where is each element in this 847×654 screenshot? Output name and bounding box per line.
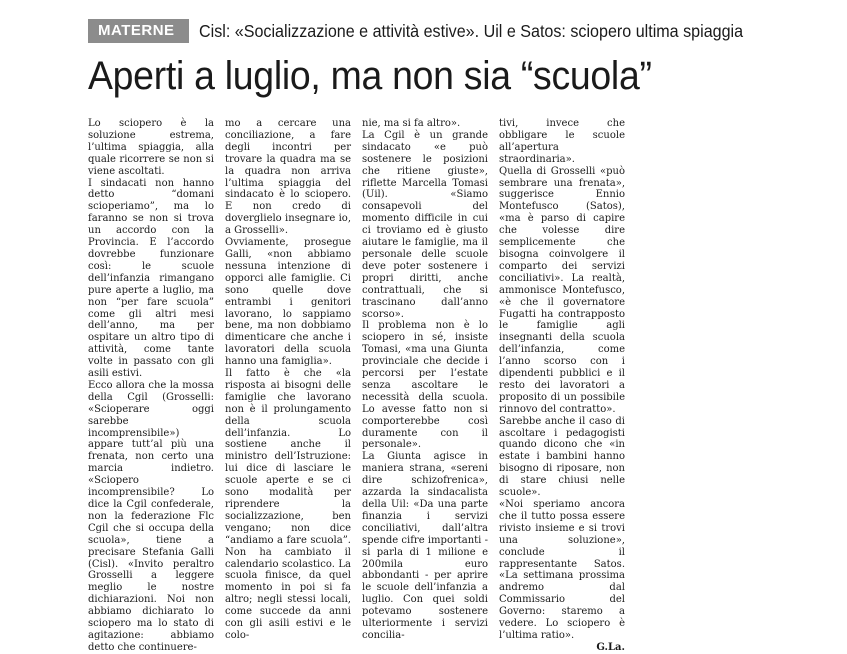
paragraph: Lo sciopero è la soluzione estrema, l’ultima spiaggia, alla quale ricorrere se non si viene ascoltati. [88,118,214,177]
author-signature: G.La. [596,641,625,653]
paragraph: I sindacati non hanno detto “domani scioperiamo”, ma lo faranno se non si trova un accordo con la Provincia. E l’accordo dovrebbe funzionare così: le scuole dell’infanzia rimangano pure aperte a luglio, ma non “per fare scuola” come gli altri mesi dell’anno, ma per ospitare un altro tipo di attività, come tante volte in passato con gli asili estivi. [88,177,214,380]
paragraph: tivi, invece che obbligare le scuole all’apertura straordinaria». [499,118,625,165]
paragraph: Il fatto è che «la risposta ai bisogni delle famiglie che lavorano non è il prolungamento della scuola dell’infanzia. Lo sostiene anche il ministro dell’Istruzione: lui dice di lasciare le scuole aperte e se ci sono modalità per riprendere la socializzazione, ben vengano; non dice “andiamo a fare scuola”. Non ha cambiato il calendario scolastico. La scuola finisce, da quel momento in poi si fa altro; negli stessi locali, come succede da anni con gli asili estivi e le colo- [225,368,351,641]
paragraph: nie, ma si fa altro». [362,118,461,129]
paragraph: La Giunta agisce in maniera strana, «sereni dire schizofrenica», azzarda la sindacalista della Uil: «Da una parte finanzia i servizi conciliativi, dall’altra spende cifre importanti - si parla di 1 milione e 200mila euro abbondanti - per aprire le scuole dell’infanzia a luglio. Con quei soldi potevamo sostenere ulteriormente i servizi concilia- [362,451,488,641]
paragraph: Ecco allora che la mossa della Cgil (Grosselli: «Scioperare oggi sarebbe incomprensibile») appare tutt’al più una frenata, non certo una marcia indietro. «Sciopero incomprensibile? Lo dice la Cgil confederale, non la federazione Flc Cgil che si occupa della scuola», tiene a precisare Stefania Galli (Cisl). «Invito peraltro Grosselli a leggere meglio le nostre dichiarazioni. Noi non abbiamo dichiarato lo sciopero ma lo stato di agitazione: abbiamo detto che continuere- [88,379,214,653]
headline: Aperti a luglio, ma non sia “scuola” [88,54,652,98]
paragraph: Quella di Grosselli «può sembrare una frenata», suggerisce Ennio Montefusco (Satos), «ma è parso di capire che volesse dire semplicemente che bisogna coinvolgere il comparto dei servizi conciliativi». La realtà, ammonisce Montefusco, «è che il governatore Fugatti ha contrapposto le famiglie agli insegnanti della scuola dell’infanzia, come l’anno scorso con i dipendenti pubblici e il resto dei lavoratori a proposito di un possibile rinnovo del contratto». [499,165,625,415]
section-tag: MATERNE [88,19,189,43]
subheadline: Cisl: «Socializzazione e attività estive». Uil e Satos: sciopero ultima spiaggia [198,20,743,41]
kicker-row [88,19,790,43]
paragraph: mo a cercare una conciliazione, a fare degli incontri per trovare la quadra ma se la quadra non arriva l’ultima spiaggia del sindacato è lo sciopero. E non credo di doverglielo insegnare io, a Grosselli». [225,118,351,237]
article-column-4 [499,118,625,653]
paragraph: «Noi speriamo ancora che il tutto possa essere rivisto insieme e si trovi una soluzione», conclude il rappresentante Satos. «La settimana prossima andremo dal Commissario del Governo: staremo a vedere. Lo sciopero è l’ultima ratio». [499,499,625,641]
article-column-1 [88,118,214,653]
paragraph: Ovviamente, prosegue Galli, «non abbiamo nessuna intenzione di opporci alle famiglie. Ci sono quelle dove entrambi i genitori lavorano, lo sappiamo bene, ma non dobbiamo dimenticare che anche i lavoratori della scuola hanno una famiglia». [225,237,351,368]
paragraph: Il problema non è lo sciopero in sé, insiste Tomasi, «ma una Giunta provinciale che decide i percorsi per l’estate senza ascoltare le necessità della scuola. Lo avesse fatto non si comporterebbe così duramente con il personale». [362,320,488,451]
article-column-2 [225,118,351,641]
article-column-3 [362,118,488,641]
paragraph: La Cgil è un grande sindacato «e può sostenere le posizioni che ritiene giuste», riflette Marcella Tomasi (Uil). «Siamo consapevoli del momento difficile in cui ci troviamo ed è giusto aiutare le famiglie, ma il personale delle scuole deve poter sostenere i propri diritti, anche contrattuali, che si trascinano dall’anno scorso». [362,129,488,320]
paragraph: Sarebbe anche il caso di ascoltare i pedagogisti quando dicono che «in estate i bambini hanno bisogno di riposare, non di stare chiusi nelle scuole». [499,415,625,499]
article-body [88,118,760,653]
